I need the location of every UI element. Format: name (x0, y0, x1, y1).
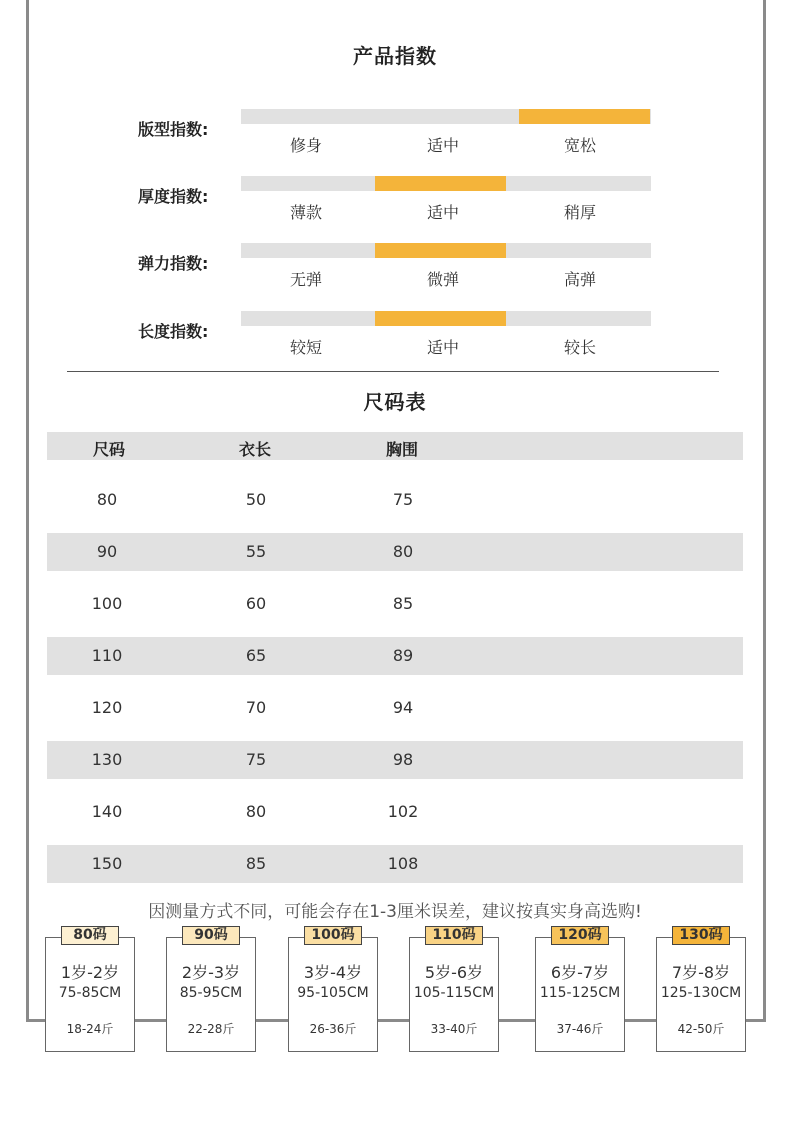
index-option: 较长 (563, 338, 596, 357)
card-weight: 22-28斤 (187, 1022, 235, 1036)
card-height: 95-105CM (297, 985, 369, 1001)
size-card (656, 937, 746, 1052)
index-option: 较短 (289, 338, 322, 357)
table-cell: 50 (245, 490, 267, 509)
index-option: 修身 (289, 136, 322, 155)
index-bar (241, 243, 651, 258)
card-height: 115-125CM (539, 985, 621, 1001)
index-option: 薄款 (289, 203, 322, 222)
table-cell: 55 (245, 542, 267, 561)
table-cell: 80 (245, 802, 267, 821)
size-table-header (47, 432, 743, 460)
size-card (288, 937, 378, 1052)
index-label: 长度指数: (138, 322, 209, 341)
index-option: 微弹 (426, 270, 459, 289)
index-label: 弹力指数: (138, 254, 209, 273)
card-weight: 33-40斤 (430, 1022, 478, 1036)
card-weight: 42-50斤 (677, 1022, 725, 1036)
header-chest: 胸围 (385, 440, 418, 459)
table-cell: 75 (392, 490, 414, 509)
card-weight: 18-24斤 (66, 1022, 114, 1036)
table-cell: 85 (245, 854, 267, 873)
table-row (47, 741, 743, 779)
index-label: 厚度指数: (138, 187, 209, 206)
size-table-title: 尺码表 (363, 390, 427, 414)
table-cell: 98 (392, 750, 414, 769)
index-option: 适中 (426, 338, 459, 357)
table-cell: 65 (245, 646, 267, 665)
size-card (409, 937, 499, 1052)
table-row (47, 637, 743, 675)
measurement-note: 因测量方式不同，可能会存在1-3厘米误差，建议按真实身高选购! (148, 902, 642, 922)
index-option: 高弹 (563, 270, 596, 289)
size-card-tag: 120码 (551, 926, 609, 945)
header-length: 衣长 (238, 440, 271, 459)
size-card-tag: 130码 (672, 926, 730, 945)
size-card-tag: 110码 (425, 926, 483, 945)
table-cell: 60 (245, 594, 267, 613)
size-card-tag: 80码 (61, 926, 119, 945)
index-row (0, 176, 790, 236)
card-age: 7岁-8岁 (671, 963, 731, 982)
index-row (0, 311, 790, 371)
card-height: 85-95CM (179, 985, 243, 1001)
table-row (47, 481, 743, 519)
index-bar (241, 176, 651, 191)
product-index-title: 产品指数 (353, 44, 437, 68)
index-bar-highlight (519, 109, 650, 124)
index-bar-highlight (375, 176, 506, 191)
card-age: 1岁-2岁 (60, 963, 120, 982)
index-option: 适中 (426, 203, 459, 222)
index-label: 版型指数: (138, 120, 209, 139)
card-age: 5岁-6岁 (424, 963, 484, 982)
card-weight: 37-46斤 (556, 1022, 604, 1036)
section-divider (67, 371, 719, 372)
table-cell: 90 (96, 542, 118, 561)
table-cell: 89 (392, 646, 414, 665)
table-cell: 85 (392, 594, 414, 613)
index-bar (241, 311, 651, 326)
card-age: 6岁-7岁 (550, 963, 610, 982)
card-height: 125-130CM (660, 985, 742, 1001)
index-option: 稍厚 (563, 203, 596, 222)
table-row (47, 585, 743, 623)
table-cell: 120 (91, 698, 123, 717)
index-row (0, 243, 790, 303)
table-cell: 108 (387, 854, 419, 873)
table-cell: 80 (392, 542, 414, 561)
index-option: 宽松 (563, 136, 596, 155)
table-cell: 94 (392, 698, 414, 717)
size-card (166, 937, 256, 1052)
table-cell: 75 (245, 750, 267, 769)
card-age: 2岁-3岁 (181, 963, 241, 982)
index-option: 无弹 (289, 270, 322, 289)
table-cell: 70 (245, 698, 267, 717)
table-row (47, 533, 743, 571)
index-option: 适中 (426, 136, 459, 155)
index-bar-highlight (375, 243, 506, 258)
table-cell: 130 (91, 750, 123, 769)
index-bar-highlight (375, 311, 506, 326)
table-cell: 100 (91, 594, 123, 613)
size-card (45, 937, 135, 1052)
size-card-tag: 90码 (182, 926, 240, 945)
size-card-tag: 100码 (304, 926, 362, 945)
table-row (47, 689, 743, 727)
table-row (47, 793, 743, 831)
index-bar (241, 109, 651, 124)
table-cell: 102 (387, 802, 419, 821)
table-cell: 80 (96, 490, 118, 509)
table-cell: 140 (91, 802, 123, 821)
card-height: 105-115CM (413, 985, 495, 1001)
frame-bottom-border (26, 1019, 766, 1022)
table-cell: 110 (91, 646, 123, 665)
card-weight: 26-36斤 (309, 1022, 357, 1036)
card-age: 3岁-4岁 (303, 963, 363, 982)
size-card (535, 937, 625, 1052)
table-row (47, 845, 743, 883)
header-size: 尺码 (92, 440, 125, 459)
index-row (0, 109, 790, 169)
card-height: 75-85CM (58, 985, 122, 1001)
table-cell: 150 (91, 854, 123, 873)
